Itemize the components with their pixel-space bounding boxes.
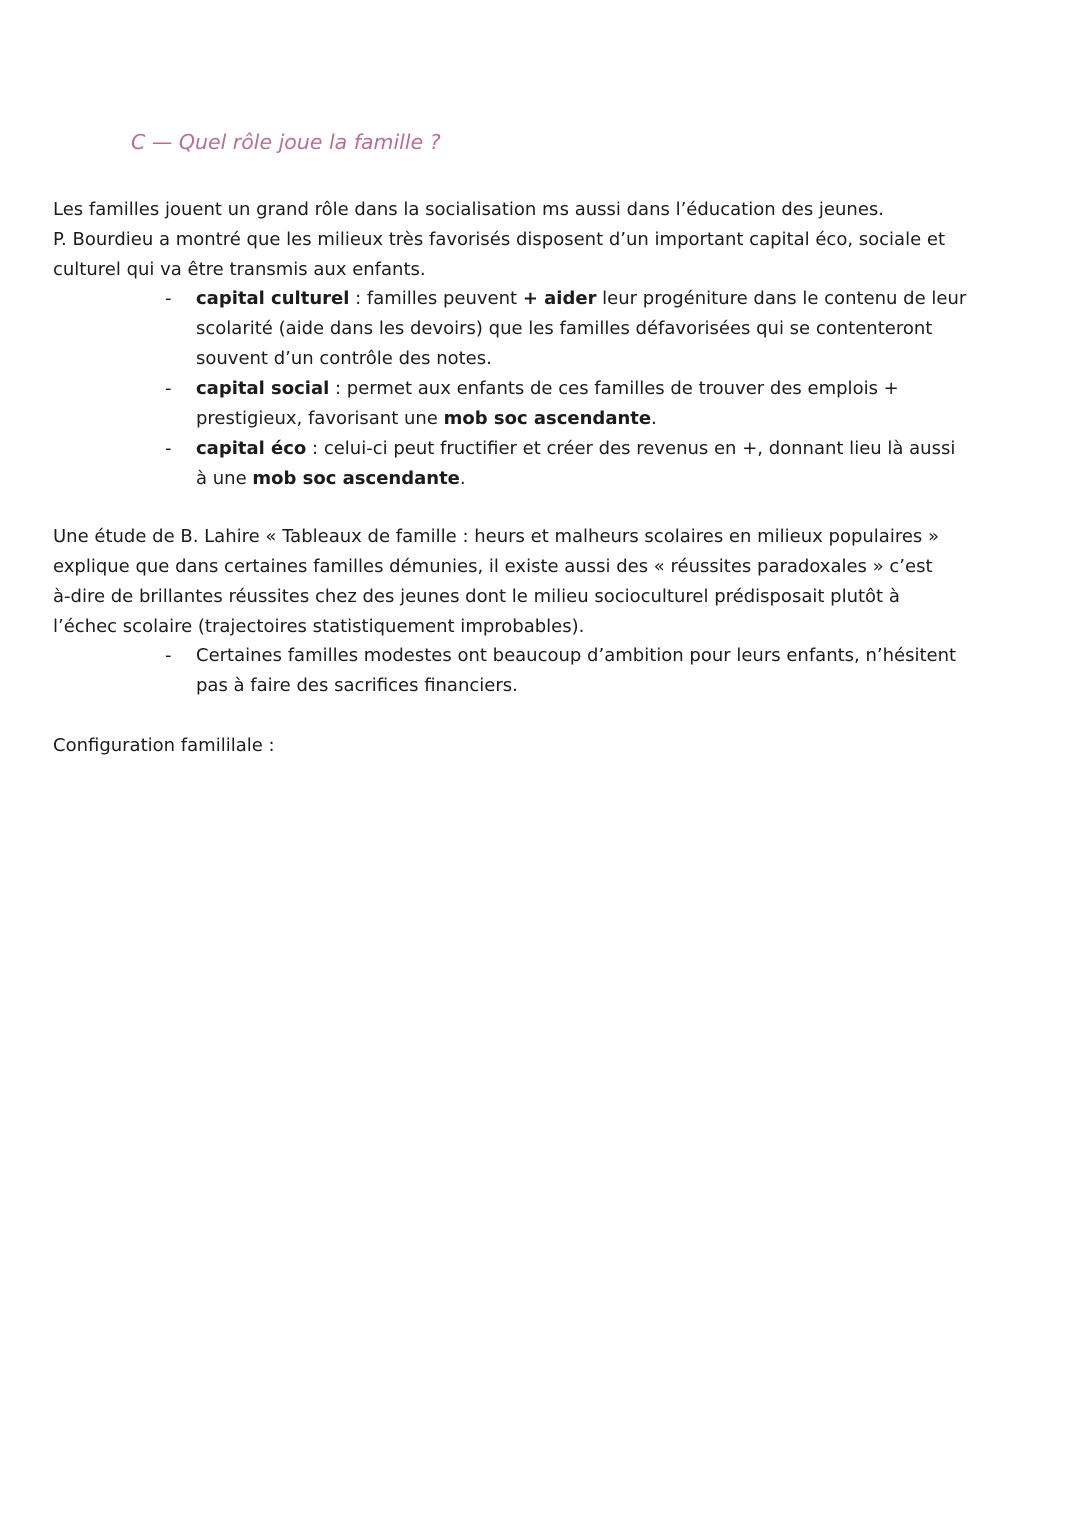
bullet-dash: - bbox=[165, 645, 172, 666]
capital-list bbox=[0, 284, 1080, 494]
intro-paragraph bbox=[53, 195, 1043, 285]
lahire-line-1: Une étude de B. Lahire « Tableaux de famille : heurs et malheurs scolaires en milieux populaires » bbox=[53, 526, 940, 547]
term-capital-eco: capital éco bbox=[196, 438, 307, 459]
intro-line-3: culturel qui va être transmis aux enfants. bbox=[53, 259, 426, 280]
list-item-modest-families: - Certaines familles modestes ont beaucoup d’ambition pour leurs enfants, n’hésitent pas à faire des sacrifices financiers. bbox=[0, 641, 1080, 701]
term-capital-culturel: capital culturel bbox=[196, 288, 350, 309]
intro-line-1: Les familles jouent un grand rôle dans la socialisation ms aussi dans l’éducation des jeunes. bbox=[53, 199, 884, 220]
term-capital-social: capital social bbox=[196, 378, 330, 399]
bullet-dash: - bbox=[165, 288, 172, 309]
lahire-paragraph bbox=[53, 522, 1043, 642]
list-item-capital-culturel: - capital culturel : familles peuvent + aider leur progéniture dans le contenu de leur scolarité (aide dans les devoirs) que les familles défavorisées qui se contenteront souvent d’un contrôle des notes. bbox=[0, 284, 1080, 374]
lahire-line-4: l’échec scolaire (trajectoires statistiquement improbables). bbox=[53, 616, 585, 637]
bullet-dash: - bbox=[165, 438, 172, 459]
list-item-capital-social: - capital social : permet aux enfants de ces familles de trouver des emplois + prestigieux, favorisant une mob soc ascendante. bbox=[0, 374, 1080, 434]
list-item-capital-eco: - capital éco : celui-ci peut fructifier et créer des revenus en +, donnant lieu là aussi à une mob soc ascendante. bbox=[0, 434, 1080, 494]
lahire-line-2: explique que dans certaines familles démunies, il existe aussi des « réussites paradoxales » c’est bbox=[53, 556, 933, 577]
modest-families-list bbox=[0, 641, 1080, 701]
bullet-dash: - bbox=[165, 378, 172, 399]
emphasis-mob-soc: mob soc ascendante bbox=[252, 468, 460, 489]
lahire-line-3: à-dire de brillantes réussites chez des jeunes dont le milieu socioculturel prédisposait plutôt à bbox=[53, 586, 900, 607]
emphasis-mob-soc: mob soc ascendante bbox=[443, 408, 652, 429]
intro-line-2: P. Bourdieu a montré que les milieux très favorisés disposent d’un important capital éco, sociale et bbox=[53, 229, 946, 250]
emphasis-aider: + aider bbox=[522, 288, 597, 309]
configuration-label: Configuration famililale : bbox=[53, 735, 275, 756]
section-heading: C — Quel rôle joue la famille ? bbox=[131, 130, 441, 154]
